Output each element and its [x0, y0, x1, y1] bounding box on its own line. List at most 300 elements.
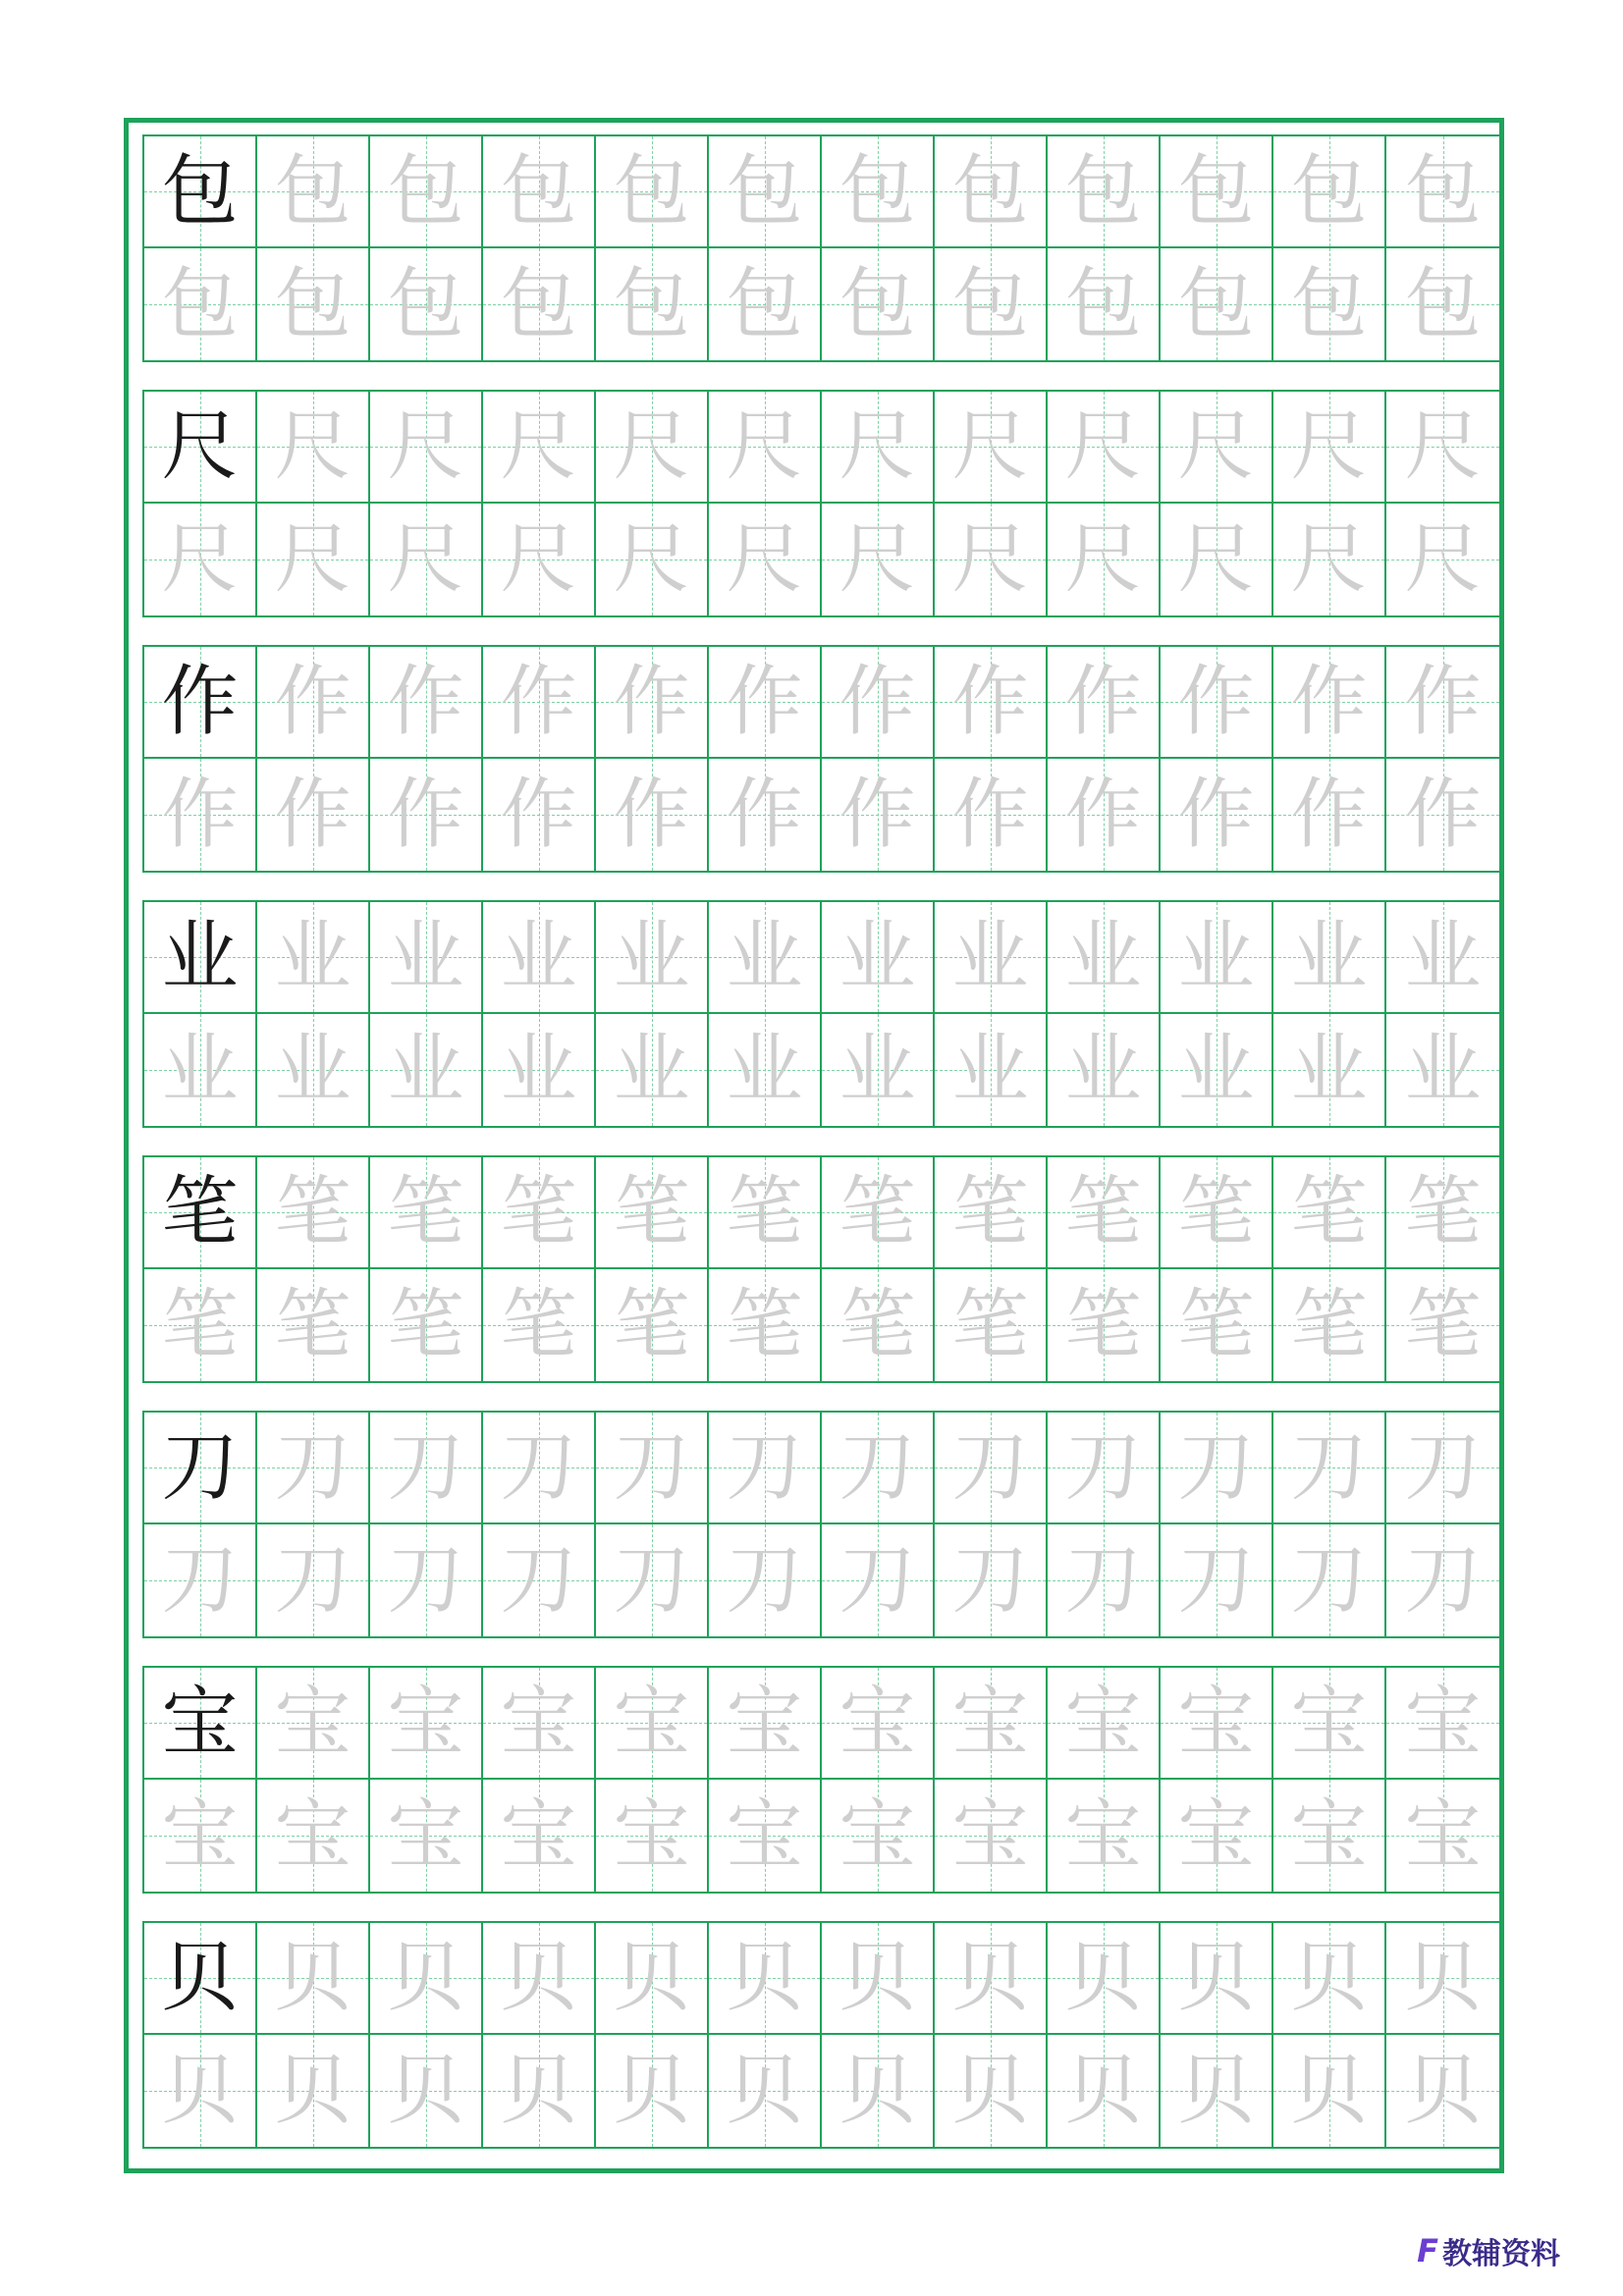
trace-character: 包: [839, 260, 916, 348]
model-character: 贝: [161, 1934, 239, 2022]
trace-cell: [1161, 2035, 1273, 2147]
trace-cell: [1161, 1413, 1273, 1524]
trace-cell: [1273, 1014, 1386, 1126]
trace-cell: [257, 248, 370, 360]
trace-cell: [1273, 1413, 1386, 1524]
trace-cell: [822, 504, 935, 615]
trace-cell: [596, 1668, 709, 1780]
trace-cell: [1386, 392, 1499, 504]
trace-character: 业: [613, 913, 690, 1001]
trace-character: 刀: [500, 1423, 577, 1512]
trace-character: 宝: [500, 1791, 577, 1880]
trace-cell: [1386, 647, 1499, 759]
trace-character: 宝: [951, 1791, 1029, 1880]
trace-cell: [935, 136, 1048, 248]
trace-cell: [709, 2035, 822, 2147]
trace-character: 贝: [1290, 2047, 1368, 2135]
trace-cell: [370, 504, 483, 615]
trace-character: 笔: [387, 1168, 464, 1256]
trace-cell: [935, 2035, 1048, 2147]
trace-character: 业: [1290, 1026, 1368, 1114]
trace-character: 贝: [613, 2047, 690, 2135]
model-character: 作: [161, 658, 239, 746]
trace-character: 笔: [1177, 1281, 1255, 1369]
trace-character: 业: [951, 1026, 1029, 1114]
trace-cell: [935, 1413, 1048, 1524]
trace-cell: [822, 1923, 935, 2035]
trace-character: 宝: [1064, 1679, 1142, 1767]
brand-logo-icon: F: [1417, 2232, 1438, 2269]
trace-character: 宝: [613, 1791, 690, 1880]
trace-cell: [596, 504, 709, 615]
trace-character: 刀: [951, 1423, 1029, 1512]
trace-cell: [709, 1413, 822, 1524]
trace-character: 刀: [613, 1536, 690, 1625]
trace-character: 作: [839, 771, 916, 859]
trace-character: 作: [161, 771, 239, 859]
trace-character: 笔: [1177, 1168, 1255, 1256]
trace-cell: [1048, 1780, 1161, 1892]
trace-cell: [1273, 1157, 1386, 1269]
practice-grid: [144, 902, 1499, 1126]
practice-grid: [144, 647, 1499, 871]
model-character: 笔: [161, 1168, 239, 1256]
trace-character: 作: [726, 771, 803, 859]
trace-character: 宝: [839, 1791, 916, 1880]
trace-cell: [1048, 1269, 1161, 1381]
trace-cell: [1273, 136, 1386, 248]
trace-cell: [709, 1014, 822, 1126]
trace-character: 贝: [1064, 2047, 1142, 2135]
practice-block: [142, 1921, 1501, 2149]
trace-character: 作: [1064, 771, 1142, 859]
trace-character: 笔: [1290, 1281, 1368, 1369]
trace-character: 业: [274, 1026, 352, 1114]
trace-character: 笔: [274, 1168, 352, 1256]
trace-character: 贝: [387, 2047, 464, 2135]
trace-cell: [709, 504, 822, 615]
trace-cell: [935, 1269, 1048, 1381]
trace-cell: [257, 2035, 370, 2147]
trace-character: 包: [613, 260, 690, 348]
trace-character: 业: [1177, 1026, 1255, 1114]
trace-character: 笔: [951, 1281, 1029, 1369]
trace-cell: [822, 647, 935, 759]
trace-character: 包: [1404, 260, 1482, 348]
trace-cell: [1048, 902, 1161, 1014]
trace-cell: [370, 1157, 483, 1269]
trace-cell: [1161, 504, 1273, 615]
trace-character: 业: [726, 1026, 803, 1114]
trace-cell: [257, 1524, 370, 1636]
trace-character: 包: [839, 147, 916, 236]
trace-cell: [596, 1780, 709, 1892]
trace-character: 尺: [1404, 402, 1482, 491]
trace-character: 包: [274, 147, 352, 236]
trace-character: 贝: [1404, 2047, 1482, 2135]
trace-cell: [144, 1269, 257, 1381]
trace-cell: [1273, 504, 1386, 615]
trace-character: 包: [1290, 147, 1368, 236]
trace-cell: [1161, 902, 1273, 1014]
trace-cell: [1273, 647, 1386, 759]
trace-character: 刀: [1290, 1423, 1368, 1512]
trace-character: 业: [1404, 1026, 1482, 1114]
trace-cell: [483, 1014, 596, 1126]
trace-character: 宝: [387, 1679, 464, 1767]
practice-block: [142, 134, 1501, 362]
trace-character: 笔: [839, 1281, 916, 1369]
trace-character: 尺: [387, 515, 464, 604]
trace-cell: [1386, 1269, 1499, 1381]
trace-character: 宝: [1290, 1791, 1368, 1880]
trace-cell: [935, 248, 1048, 360]
trace-character: 业: [1064, 913, 1142, 1001]
trace-character: 刀: [726, 1423, 803, 1512]
model-character: 宝: [161, 1679, 239, 1767]
trace-cell: [370, 392, 483, 504]
trace-cell: [1386, 902, 1499, 1014]
trace-cell: [483, 1413, 596, 1524]
trace-cell: [370, 1413, 483, 1524]
trace-character: 业: [1290, 913, 1368, 1001]
trace-cell: [483, 1524, 596, 1636]
trace-character: 笔: [500, 1281, 577, 1369]
trace-cell: [709, 902, 822, 1014]
trace-cell: [596, 1269, 709, 1381]
trace-character: 宝: [726, 1791, 803, 1880]
trace-character: 笔: [613, 1281, 690, 1369]
trace-cell: [1161, 1780, 1273, 1892]
trace-character: 作: [387, 658, 464, 746]
trace-cell: [1273, 759, 1386, 871]
trace-cell: [596, 1524, 709, 1636]
trace-cell: [1048, 248, 1161, 360]
trace-character: 尺: [726, 402, 803, 491]
trace-character: 笔: [387, 1281, 464, 1369]
trace-cell: [370, 759, 483, 871]
trace-cell: [709, 1780, 822, 1892]
trace-cell: [709, 1668, 822, 1780]
trace-character: 尺: [839, 402, 916, 491]
trace-character: 作: [274, 771, 352, 859]
trace-cell: [1273, 2035, 1386, 2147]
trace-character: 尺: [613, 515, 690, 604]
trace-character: 包: [1177, 147, 1255, 236]
trace-cell: [822, 1014, 935, 1126]
trace-cell: [483, 1157, 596, 1269]
practice-block: [142, 645, 1501, 873]
trace-character: 宝: [613, 1679, 690, 1767]
trace-cell: [257, 136, 370, 248]
trace-character: 贝: [500, 2047, 577, 2135]
trace-cell: [1161, 136, 1273, 248]
trace-cell: [257, 1413, 370, 1524]
trace-cell: [596, 647, 709, 759]
trace-cell: [1048, 759, 1161, 871]
trace-character: 尺: [1064, 515, 1142, 604]
trace-cell: [1048, 136, 1161, 248]
trace-character: 作: [1404, 658, 1482, 746]
trace-cell: [1161, 1157, 1273, 1269]
trace-character: 包: [500, 147, 577, 236]
trace-character: 刀: [1064, 1536, 1142, 1625]
trace-character: 刀: [1177, 1423, 1255, 1512]
trace-character: 贝: [726, 1934, 803, 2022]
trace-character: 笔: [613, 1168, 690, 1256]
trace-cell: [483, 248, 596, 360]
trace-cell: [257, 504, 370, 615]
trace-character: 宝: [1290, 1679, 1368, 1767]
trace-character: 作: [839, 658, 916, 746]
trace-cell: [257, 902, 370, 1014]
trace-cell: [257, 759, 370, 871]
trace-cell: [1273, 392, 1386, 504]
trace-character: 包: [500, 260, 577, 348]
trace-character: 刀: [951, 1536, 1029, 1625]
model-character: 业: [161, 913, 239, 1001]
practice-grid: [144, 1923, 1499, 2147]
trace-cell: [1386, 1157, 1499, 1269]
trace-character: 宝: [500, 1679, 577, 1767]
trace-cell: [257, 1668, 370, 1780]
trace-character: 贝: [274, 1934, 352, 2022]
trace-character: 笔: [951, 1168, 1029, 1256]
trace-cell: [483, 504, 596, 615]
trace-cell: [1273, 248, 1386, 360]
trace-character: 刀: [1064, 1423, 1142, 1512]
trace-cell: [144, 1524, 257, 1636]
trace-cell: [1386, 759, 1499, 871]
trace-cell: [596, 2035, 709, 2147]
trace-character: 包: [1064, 260, 1142, 348]
trace-cell: [257, 1014, 370, 1126]
trace-cell: [1386, 1014, 1499, 1126]
trace-character: 包: [1290, 260, 1368, 348]
trace-character: 刀: [387, 1536, 464, 1625]
trace-character: 贝: [1177, 2047, 1255, 2135]
trace-character: 刀: [1177, 1536, 1255, 1625]
trace-character: 贝: [1290, 1934, 1368, 2022]
trace-character: 贝: [839, 2047, 916, 2135]
trace-cell: [257, 1780, 370, 1892]
trace-cell: [596, 1014, 709, 1126]
trace-character: 业: [500, 1026, 577, 1114]
trace-cell: [370, 1269, 483, 1381]
trace-cell: [596, 248, 709, 360]
trace-cell: [144, 1780, 257, 1892]
trace-cell: [1273, 1923, 1386, 2035]
trace-cell: [709, 647, 822, 759]
trace-cell: [1161, 1014, 1273, 1126]
trace-character: 笔: [1404, 1168, 1482, 1256]
model-character: 尺: [161, 402, 239, 491]
trace-cell: [370, 1524, 483, 1636]
trace-character: 宝: [161, 1791, 239, 1880]
trace-cell: [257, 392, 370, 504]
trace-character: 业: [726, 913, 803, 1001]
trace-cell: [822, 1269, 935, 1381]
trace-character: 包: [726, 147, 803, 236]
trace-character: 宝: [1064, 1791, 1142, 1880]
trace-character: 刀: [839, 1423, 916, 1512]
trace-character: 宝: [726, 1679, 803, 1767]
trace-character: 作: [500, 771, 577, 859]
practice-grid: [144, 1668, 1499, 1892]
trace-cell: [1386, 1668, 1499, 1780]
trace-character: 笔: [1290, 1168, 1368, 1256]
trace-character: 贝: [839, 1934, 916, 2022]
trace-character: 贝: [161, 2047, 239, 2135]
trace-character: 宝: [387, 1791, 464, 1880]
trace-character: 笔: [1064, 1281, 1142, 1369]
trace-character: 刀: [839, 1536, 916, 1625]
trace-character: 作: [726, 658, 803, 746]
trace-cell: [257, 647, 370, 759]
trace-cell: [1273, 1780, 1386, 1892]
trace-character: 作: [951, 771, 1029, 859]
trace-cell: [257, 1157, 370, 1269]
practice-block: [142, 390, 1501, 617]
model-cell: [144, 1157, 257, 1269]
trace-cell: [709, 136, 822, 248]
trace-cell: [1048, 1014, 1161, 1126]
trace-character: 作: [1290, 658, 1368, 746]
trace-cell: [1048, 1923, 1161, 2035]
trace-cell: [1161, 1923, 1273, 2035]
trace-character: 笔: [1404, 1281, 1482, 1369]
practice-grid: [144, 392, 1499, 615]
trace-cell: [935, 392, 1048, 504]
trace-character: 尺: [951, 402, 1029, 491]
trace-character: 宝: [951, 1679, 1029, 1767]
trace-character: 笔: [726, 1168, 803, 1256]
practice-block: [142, 1411, 1501, 1638]
trace-cell: [709, 248, 822, 360]
trace-character: 尺: [1177, 515, 1255, 604]
trace-character: 业: [839, 913, 916, 1001]
trace-character: 刀: [726, 1536, 803, 1625]
trace-cell: [1048, 647, 1161, 759]
trace-cell: [1386, 248, 1499, 360]
trace-cell: [1048, 2035, 1161, 2147]
worksheet-frame: [124, 118, 1504, 2173]
trace-character: 笔: [274, 1281, 352, 1369]
trace-character: 包: [387, 260, 464, 348]
trace-cell: [483, 902, 596, 1014]
trace-cell: [596, 902, 709, 1014]
model-character: 包: [161, 147, 239, 236]
trace-cell: [144, 759, 257, 871]
trace-cell: [1386, 1923, 1499, 2035]
trace-cell: [822, 136, 935, 248]
trace-character: 贝: [951, 1934, 1029, 2022]
trace-cell: [935, 1524, 1048, 1636]
trace-character: 尺: [500, 515, 577, 604]
trace-character: 贝: [1404, 1934, 1482, 2022]
trace-cell: [596, 1413, 709, 1524]
trace-cell: [1386, 136, 1499, 248]
trace-cell: [1048, 1413, 1161, 1524]
trace-cell: [822, 1668, 935, 1780]
trace-character: 包: [1064, 147, 1142, 236]
trace-character: 作: [613, 658, 690, 746]
trace-cell: [822, 1157, 935, 1269]
trace-cell: [483, 1668, 596, 1780]
practice-block: [142, 900, 1501, 1128]
trace-character: 宝: [1177, 1679, 1255, 1767]
trace-character: 刀: [274, 1423, 352, 1512]
trace-character: 贝: [387, 1934, 464, 2022]
trace-character: 作: [1404, 771, 1482, 859]
trace-cell: [1161, 248, 1273, 360]
trace-character: 包: [1177, 260, 1255, 348]
trace-cell: [370, 902, 483, 1014]
trace-cell: [1273, 1524, 1386, 1636]
trace-character: 尺: [387, 402, 464, 491]
model-cell: [144, 647, 257, 759]
trace-cell: [483, 1923, 596, 2035]
trace-character: 作: [1177, 771, 1255, 859]
trace-character: 作: [1177, 658, 1255, 746]
trace-character: 业: [500, 913, 577, 1001]
trace-cell: [370, 136, 483, 248]
trace-cell: [596, 1157, 709, 1269]
trace-character: 贝: [1177, 1934, 1255, 2022]
trace-character: 业: [613, 1026, 690, 1114]
trace-cell: [596, 759, 709, 871]
trace-character: 包: [161, 260, 239, 348]
practice-grid: [144, 1413, 1499, 1636]
trace-cell: [370, 1780, 483, 1892]
trace-character: 尺: [500, 402, 577, 491]
trace-character: 作: [1290, 771, 1368, 859]
trace-cell: [370, 248, 483, 360]
model-cell: [144, 902, 257, 1014]
trace-cell: [1386, 504, 1499, 615]
trace-cell: [935, 1668, 1048, 1780]
model-cell: [144, 392, 257, 504]
trace-cell: [483, 2035, 596, 2147]
practice-grid: [144, 136, 1499, 360]
trace-cell: [483, 1780, 596, 1892]
trace-character: 尺: [1290, 515, 1368, 604]
trace-character: 贝: [500, 1934, 577, 2022]
trace-cell: [709, 1524, 822, 1636]
trace-cell: [709, 759, 822, 871]
trace-cell: [935, 759, 1048, 871]
trace-character: 刀: [161, 1536, 239, 1625]
trace-character: 业: [1177, 913, 1255, 1001]
trace-character: 作: [387, 771, 464, 859]
trace-character: 笔: [161, 1281, 239, 1369]
trace-character: 贝: [1064, 1934, 1142, 2022]
trace-character: 刀: [1404, 1423, 1482, 1512]
trace-character: 宝: [274, 1791, 352, 1880]
trace-character: 作: [1064, 658, 1142, 746]
trace-cell: [709, 1269, 822, 1381]
trace-character: 宝: [1404, 1791, 1482, 1880]
trace-cell: [144, 2035, 257, 2147]
trace-cell: [935, 1780, 1048, 1892]
trace-character: 尺: [1064, 402, 1142, 491]
trace-cell: [596, 392, 709, 504]
trace-cell: [935, 1014, 1048, 1126]
trace-cell: [1386, 1524, 1499, 1636]
trace-character: 包: [951, 260, 1029, 348]
brand-text: 教辅资料: [1442, 2237, 1560, 2271]
trace-cell: [370, 2035, 483, 2147]
